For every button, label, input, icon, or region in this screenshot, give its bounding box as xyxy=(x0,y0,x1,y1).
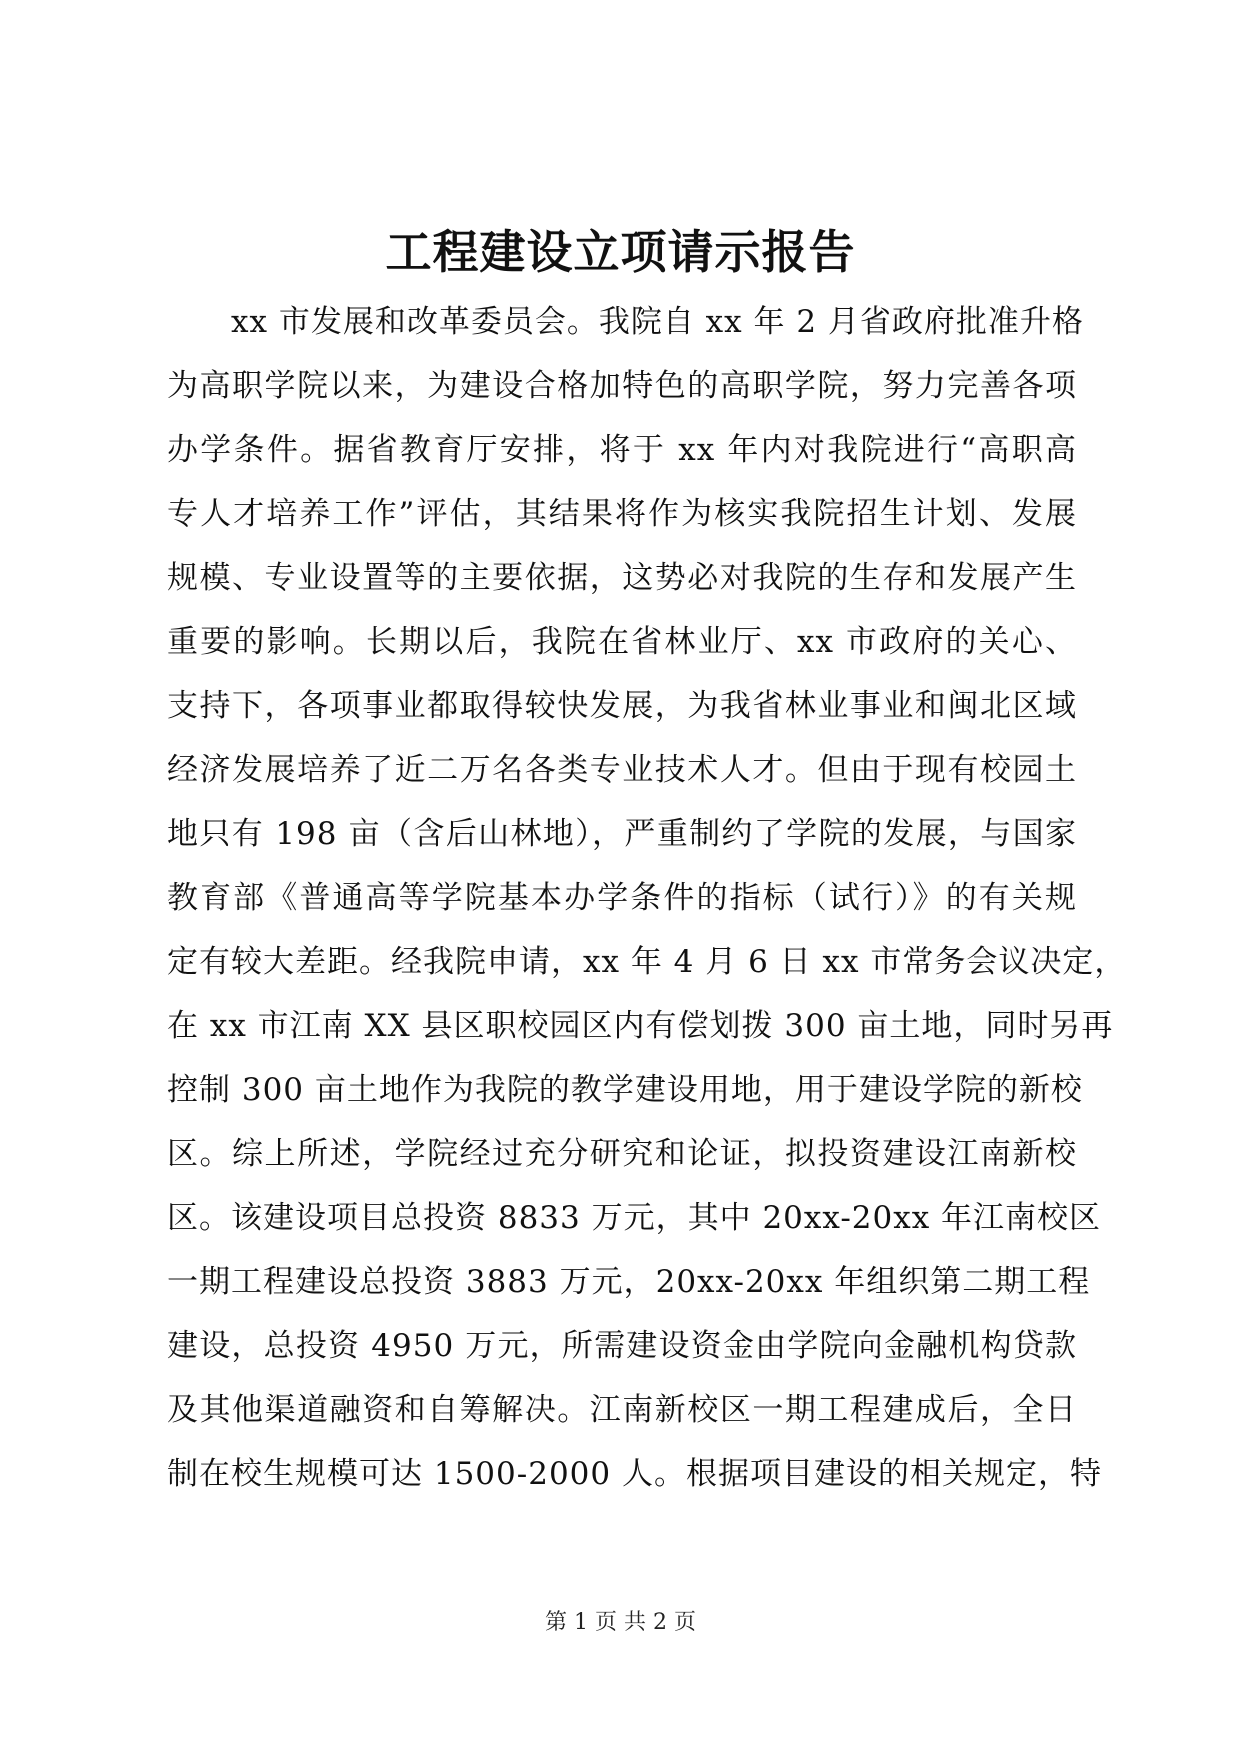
body-line: 区。综上所述，学院经过充分研究和论证，拟投资建设江南新校 xyxy=(167,1136,1077,1172)
body-line: 区。该建设项目总投资 8833 万元，其中 20xx-20xx 年江南校区 xyxy=(167,1200,1102,1236)
page-number-footer: 第 1 页 共 2 页 xyxy=(545,1610,696,1635)
document-body xyxy=(167,290,1127,1506)
body-line: 办学条件。据省教育厅安排，将于 xx 年内对我院进行“高职高 xyxy=(167,432,1077,468)
body-line: 制在校生规模可达 1500-2000 人。根据项目建设的相关规定，特 xyxy=(167,1456,1102,1492)
body-line: 支持下，各项事业都取得较快发展，为我省林业事业和闽北区域 xyxy=(167,688,1077,724)
body-line: 经济发展培养了近二万名各类专业技术人才。但由于现有校园土 xyxy=(167,752,1077,788)
body-line: 重要的影响。长期以后，我院在省林业厅、xx 市政府的关心、 xyxy=(167,624,1077,660)
body-line: 教育部《普通高等学院基本办学条件的指标（试行）》的有关规 xyxy=(167,880,1077,916)
body-line: 地只有 198 亩（含后山林地），严重制约了学院的发展，与国家 xyxy=(167,816,1077,852)
document-title: 工程建设立项请示报告 xyxy=(385,225,856,279)
body-line: 专人才培养工作”评估，其结果将作为核实我院招生计划、发展 xyxy=(167,496,1077,532)
body-line: 建设，总投资 4950 万元，所需建设资金由学院向金融机构贷款 xyxy=(167,1328,1077,1364)
body-line: 控制 300 亩土地作为我院的教学建设用地，用于建设学院的新校 xyxy=(167,1072,1083,1108)
body-line: xx 市发展和改革委员会。我院自 xx 年 2 月省政府批准升格 xyxy=(231,304,1084,340)
body-line: 规模、专业设置等的主要依据，这势必对我院的生存和发展产生 xyxy=(167,560,1077,596)
body-line: 在 xx 市江南 XX 县区职校园区内有偿划拨 300 亩土地，同时另再 xyxy=(167,1008,1114,1044)
body-line: 定有较大差距。经我院申请，xx 年 4 月 6 日 xx 市常务会议决定， xyxy=(167,944,1127,980)
body-line: 一期工程建设总投资 3883 万元，20xx-20xx 年组织第二期工程 xyxy=(167,1264,1091,1300)
body-line: 及其他渠道融资和自筹解决。江南新校区一期工程建成后，全日 xyxy=(167,1392,1077,1428)
body-line: 为高职学院以来，为建设合格加特色的高职学院，努力完善各项 xyxy=(167,368,1077,404)
